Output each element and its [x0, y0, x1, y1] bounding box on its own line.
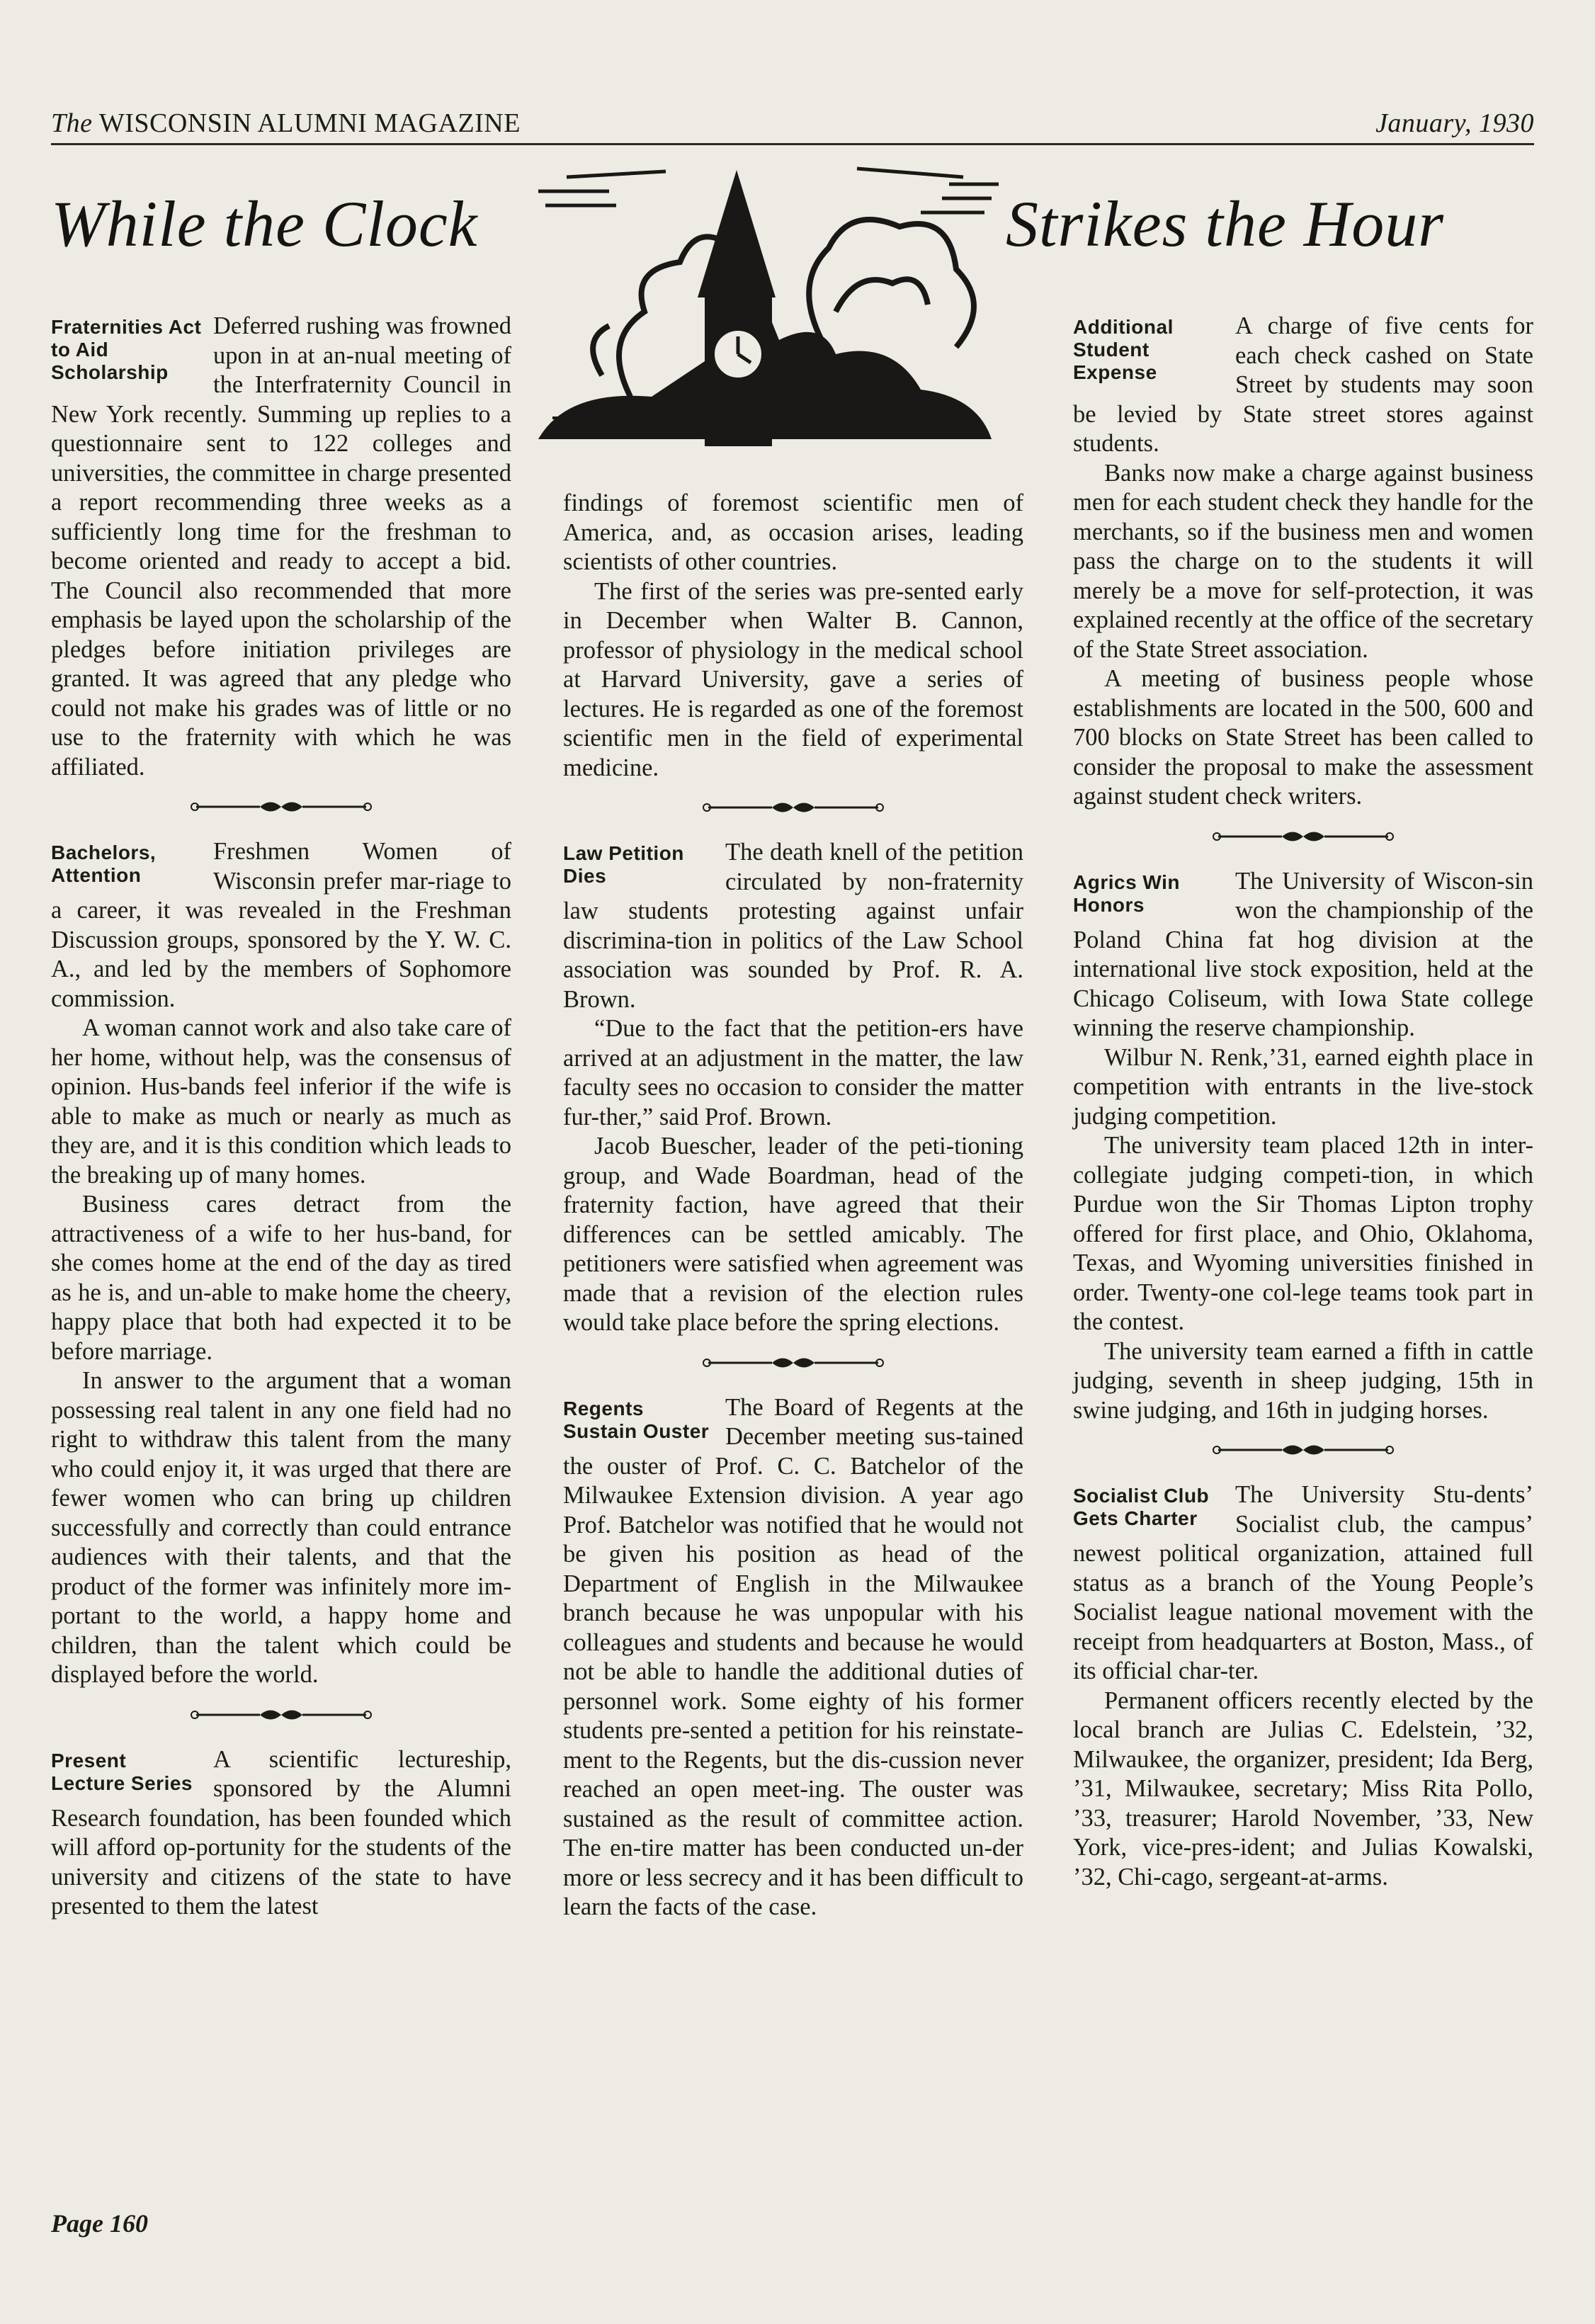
column-right: [1073, 312, 1533, 1892]
article-body: The death knell of the petition circulated by non-fraternity law students protesting against unfair discrimina-tion in politics of the Law School association was sounded by Prof. R. A. Brown.: [563, 839, 1023, 1013]
article-heading: Fraternities Act to Aid Scholarship: [51, 316, 202, 383]
magazine-name: The WISCONSIN ALUMNI MAGAZINE: [51, 108, 521, 138]
article-body: Deferred rushing was frowned upon in at an-nual meeting of the Interfraternity Council in New York recently. Summing up replies to a questionnaire sent to 122 colleges and universities, the committee in charge presented a report recommending three weeks as a sufficiently long time for the freshman to become oriented and ready to accept a bid. The Council also recommended that more emphasis be layed upon the scholarship of the pledges before initiation privileges are granted. It was agreed that any pledge who could not make his grades was of little or no use to the fraternity with which he was affiliated.: [51, 312, 511, 781]
page-number: Page 160: [51, 2209, 148, 2238]
issue-date: January, 1930: [1375, 108, 1534, 138]
article-heading: Socialist Club Gets Charter: [1073, 1485, 1210, 1529]
article-agrics: [1073, 867, 1533, 1043]
article-expense: [1073, 312, 1533, 459]
article-body: Freshmen Women of Wisconsin prefer mar-riage to a career, it was revealed in the Freshman Discussion groups, sponsored by the Y. W. C. A., and led by the members of Sophomore commission.: [51, 838, 511, 1012]
column-middle: [563, 489, 1023, 1922]
article-lecture: [51, 1745, 511, 1922]
article-heading: Present Lecture Series: [51, 1749, 193, 1794]
section-divider-ornament: [701, 798, 885, 817]
column-left: [51, 312, 511, 1922]
section-divider-ornament: [189, 1706, 373, 1724]
article-heading: Additional Student Expense: [1073, 316, 1174, 383]
paragraph: “Due to the fact that the petition-ers have arrived at an adjustment in the matter, the law faculty sees no occasion to consider the matter fur-ther,” said Prof. Brown.: [563, 1015, 1023, 1130]
section-divider-ornament: [701, 1354, 885, 1372]
article-fraternities: [51, 312, 511, 782]
section-divider-ornament: [1211, 827, 1395, 846]
section-divider-ornament: [189, 798, 373, 816]
paragraph: The university team earned a fifth in cattle judging, seventh in sheep judging, 15th in swine judging, and 16th in judging horses.: [1073, 1337, 1533, 1424]
paragraph: In answer to the argument that a woman possessing real talent in any one field had no right to withdraw this talent from the many who could enjoy it, it was urged that there are fewer women who can bring up children successfully and correctly than could entrance audiences with their talents, and that the product of the former was infinitely more im-portant to the world, a happy home and children, than the talent which could be displayed before the world.: [51, 1367, 511, 1688]
article-body: A scientific lectureship, sponsored by the Alumni Research foundation, has been founded which will afford op-portunity for the students of the university and citizens of the state to have presented to them the latest: [51, 1745, 511, 1920]
paragraph: Business cares detract from the attractiveness of a wife to her hus-band, for she comes home at the end of the day as tired as he is, and un-able to make home the cheery, happy place that both had expected it to be before marriage.: [51, 1191, 511, 1365]
article-law: [563, 838, 1023, 1014]
running-header: [51, 106, 1534, 145]
paragraph: findings of foremost scientific men of America, and, as occasion arises, leading scientists of other countries.: [563, 489, 1023, 575]
article-body: The University Stu-dents’ Socialist club, the campus’ newest political organization, attained full status as a branch of the Young People’s Socialist league national movement with the receipt from headquarters at Boston, Mass., of its official char-ter.: [1073, 1481, 1533, 1684]
paragraph: Jacob Buescher, leader of the peti-tioning group, and Wade Boardman, head of the fraternity faction, have agreed that their differences can be settled amicably. The petitioners were satisfied when agreement was made that a revision of the election rules would take place before the spring elections.: [563, 1133, 1023, 1336]
section-divider-ornament: [1211, 1441, 1395, 1459]
article-body: The University of Wiscon-sin won the championship of the Poland China fat hog division at the international live stock exposition, held at the Chicago Coliseum, with Iowa State college winning the reserve championship.: [1073, 867, 1533, 1041]
paragraph: The first of the series was pre-sented early in December when Walter B. Cannon, professor of physiology in the medical school at Harvard University, gave a series of lectures. He is regarded as one of the foremost scientific men in the field of experimental medicine.: [563, 577, 1023, 781]
headline-part1: While the Clock: [51, 188, 478, 260]
paragraph: A woman cannot work and also take care of her home, without help, was the consensus of opinion. Hus-bands feel inferior if the wife is able to make as much or nearly as much as they are, and it is this condition which leads to the breaking up of many homes.: [51, 1014, 511, 1189]
article-body: A charge of five cents for each check cashed on State Street by students may soon be levied by State street stores against students.: [1073, 312, 1533, 457]
paragraph: A meeting of business people whose establishments are located in the 500, 600 and 700 blocks on State Street has been called to consider the proposal to make the assessment against student check writers.: [1073, 665, 1533, 810]
paragraph: Banks now make a charge against business men for each student check they handle for the merchants, so if the business men and women pass the charge on to the students it will merely be a move for self-protection, it was explained recently at the office of the secretary of the State Street association.: [1073, 459, 1533, 663]
article-heading: Law Petition Dies: [563, 842, 684, 887]
article-heading: Bachelors, Attention: [51, 841, 157, 886]
article-bachelors: [51, 837, 511, 1014]
article-socialist: [1073, 1480, 1533, 1687]
article-heading: Regents Sustain Ouster: [563, 1397, 710, 1442]
headline-part2: Strikes the Hour: [1006, 188, 1445, 260]
clock-tower-illustration: [524, 163, 1006, 446]
article-regents: [563, 1393, 1023, 1922]
article-heading: Agrics Win Honors: [1073, 871, 1180, 916]
article-body: The Board of Regents at the December meeting sus-tained the ouster of Prof. C. C. Batchelor of the Milwaukee Extension division. A year ago Prof. Batchelor was notified that he would not be given his position as head of the Department of English in the Milwaukee branch because he was unpopular with his colleagues and students and because he would not be able to handle the additional duties of personnel work. Some eighty of his former students pre-sented a petition for his reinstate-ment to the Regents, but the dis-cussion never reached an open meet-ing. The ouster was sustained as the result of committee action. The en-tire matter has been conducted un-der more or less secrecy and it has been difficult to learn the facts of the case.: [563, 1393, 1023, 1920]
paragraph: The university team placed 12th in inter-collegiate judging competi-tion, in which Purdue won the Sir Thomas Lipton trophy offered for first place, and Ohio, Oklahoma, Texas, and Wyoming universities finished in order. Twenty-one col-lege teams took part in the contest.: [1073, 1132, 1533, 1335]
paragraph: Wilbur N. Renk,’31, earned eighth place in competition with entrants in the live-stock judging competition.: [1073, 1043, 1533, 1130]
paragraph: Permanent officers recently elected by the local branch are Julias C. Edelstein, ’32, Milwaukee, the organizer, president; Ida Berg, ’31, Milwaukee, secretary; Miss Rita Pollo, ’33, treasurer; Harold November, ’33, New York, vice-pres-ident; and Julias Kowalski, ’32, Chi-cago, sergeant-at-arms.: [1073, 1687, 1533, 1891]
